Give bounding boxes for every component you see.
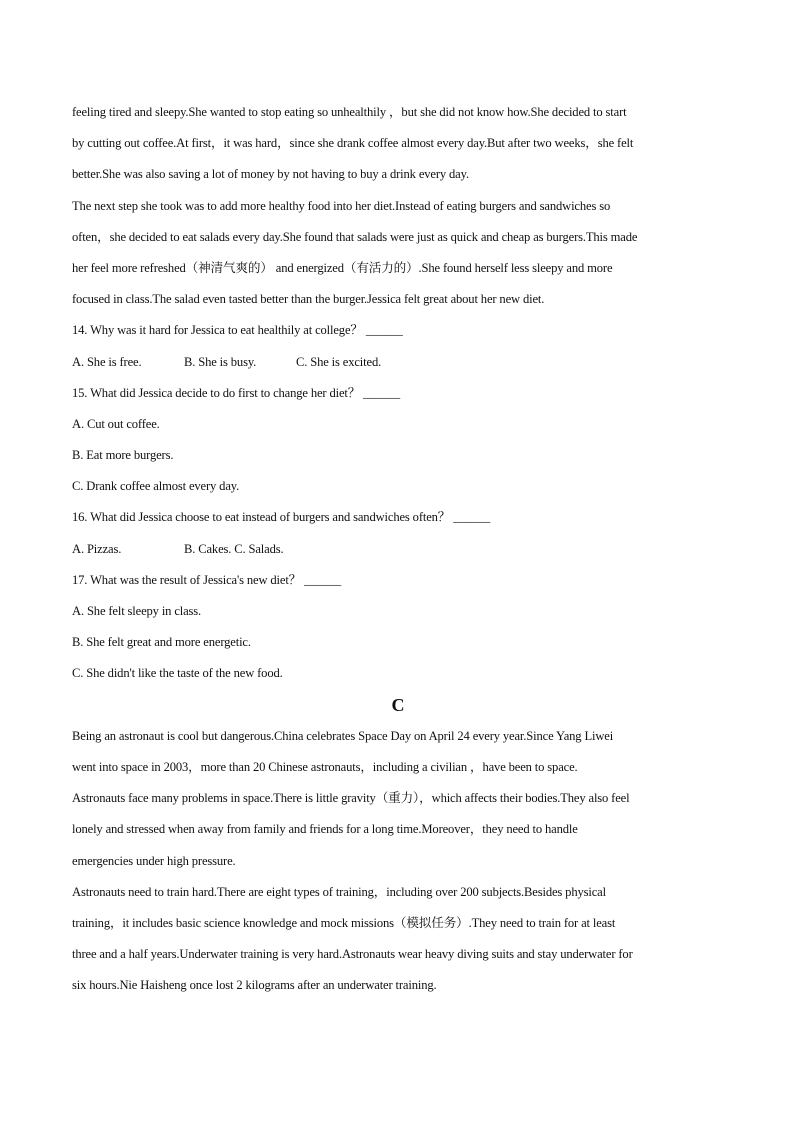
passage-line: Being an astronaut is cool but dangerous.China celebrates Space Day on April 24 every year.Since Yang Liwei	[72, 728, 614, 743]
passage-line: The next step she took was to add more healthy food into her diet.Instead of eating burgers and sandwiches so	[72, 198, 611, 213]
passage-line: often，she decided to eat salads every day.She found that salads were just as quick and cheap as burgers.This made	[72, 229, 638, 244]
passage-b	[72, 97, 724, 315]
option-a: A. Pizzas.	[72, 541, 122, 556]
option-b: B. She is busy.	[184, 354, 257, 369]
question-14	[72, 315, 724, 377]
section-heading: C	[391, 694, 405, 715]
passage-line: her feel more refreshed（神清气爽的） and energized（有活力的）.She found herself less sleepy and more	[72, 260, 613, 275]
passage-line: training，it includes basic science knowledge and mock missions（模拟任务）.They need to train for at least	[72, 915, 616, 930]
passage-line: feeling tired and sleepy.She wanted to stop eating so unhealthily ，but she did not know how.She decided to start	[72, 105, 627, 119]
passage-line: focused in class.The salad even tasted better than the burger.Jessica felt great about her new diet.	[72, 292, 545, 307]
option-a: A. She is free.	[72, 354, 142, 369]
question-stem: 16. What did Jessica choose to eat instead of burgers and sandwiches often？ ______	[72, 510, 491, 525]
document-page	[72, 97, 724, 1001]
options-row	[72, 347, 724, 378]
option-b: B. Eat more burgers.	[72, 448, 174, 463]
passage-line: by cutting out coffee.At first，it was hard，since she drank coffee almost every day.But after two weeks，she felt	[72, 136, 634, 151]
option-a: A. She felt sleepy in class.	[72, 604, 202, 618]
passage-line: three and a half years.Underwater training is very hard.Astronauts wear heavy diving suits and stay underwater for	[72, 947, 633, 962]
passage-line: went into space in 2003，more than 20 Chinese astronauts，including a civilian ，have been to space.	[72, 759, 578, 774]
question-17	[72, 565, 724, 690]
passage-line: six hours.Nie Haisheng once lost 2 kilograms after an underwater training.	[72, 978, 437, 993]
option-c: C. She is excited.	[296, 354, 382, 369]
passage-line: lonely and stressed when away from family and friends for a long time.Moreover，they need to handle	[72, 822, 578, 837]
question-stem: 15. What did Jessica decide to do first to change her diet？ ______	[72, 385, 401, 400]
passage-line: Astronauts face many problems in space.There is little gravity（重力），which affects their bodies.They also feel	[72, 791, 630, 806]
option-b-c: B. Cakes. C. Salads.	[184, 541, 284, 556]
passage-line: Astronauts need to train hard.There are eight types of training，including over 200 subjects.Besides physical	[72, 884, 606, 899]
options-row	[72, 534, 724, 565]
option-c: C. She didn't like the taste of the new food.	[72, 666, 283, 681]
passage-line: emergencies under high pressure.	[72, 853, 236, 868]
option-a: A. Cut out coffee.	[72, 416, 160, 431]
option-b: B. She felt great and more energetic.	[72, 635, 251, 650]
question-stem: 17. What was the result of Jessica's new diet？ ______	[72, 572, 341, 587]
passage-c	[72, 721, 724, 1002]
option-c: C. Drank coffee almost every day.	[72, 479, 240, 494]
question-16	[72, 502, 724, 564]
question-stem: 14. Why was it hard for Jessica to eat healthily at college？ ______	[72, 323, 403, 338]
question-15	[72, 378, 724, 503]
passage-line: better.She was also saving a lot of money by not having to buy a drink every day.	[72, 167, 469, 182]
